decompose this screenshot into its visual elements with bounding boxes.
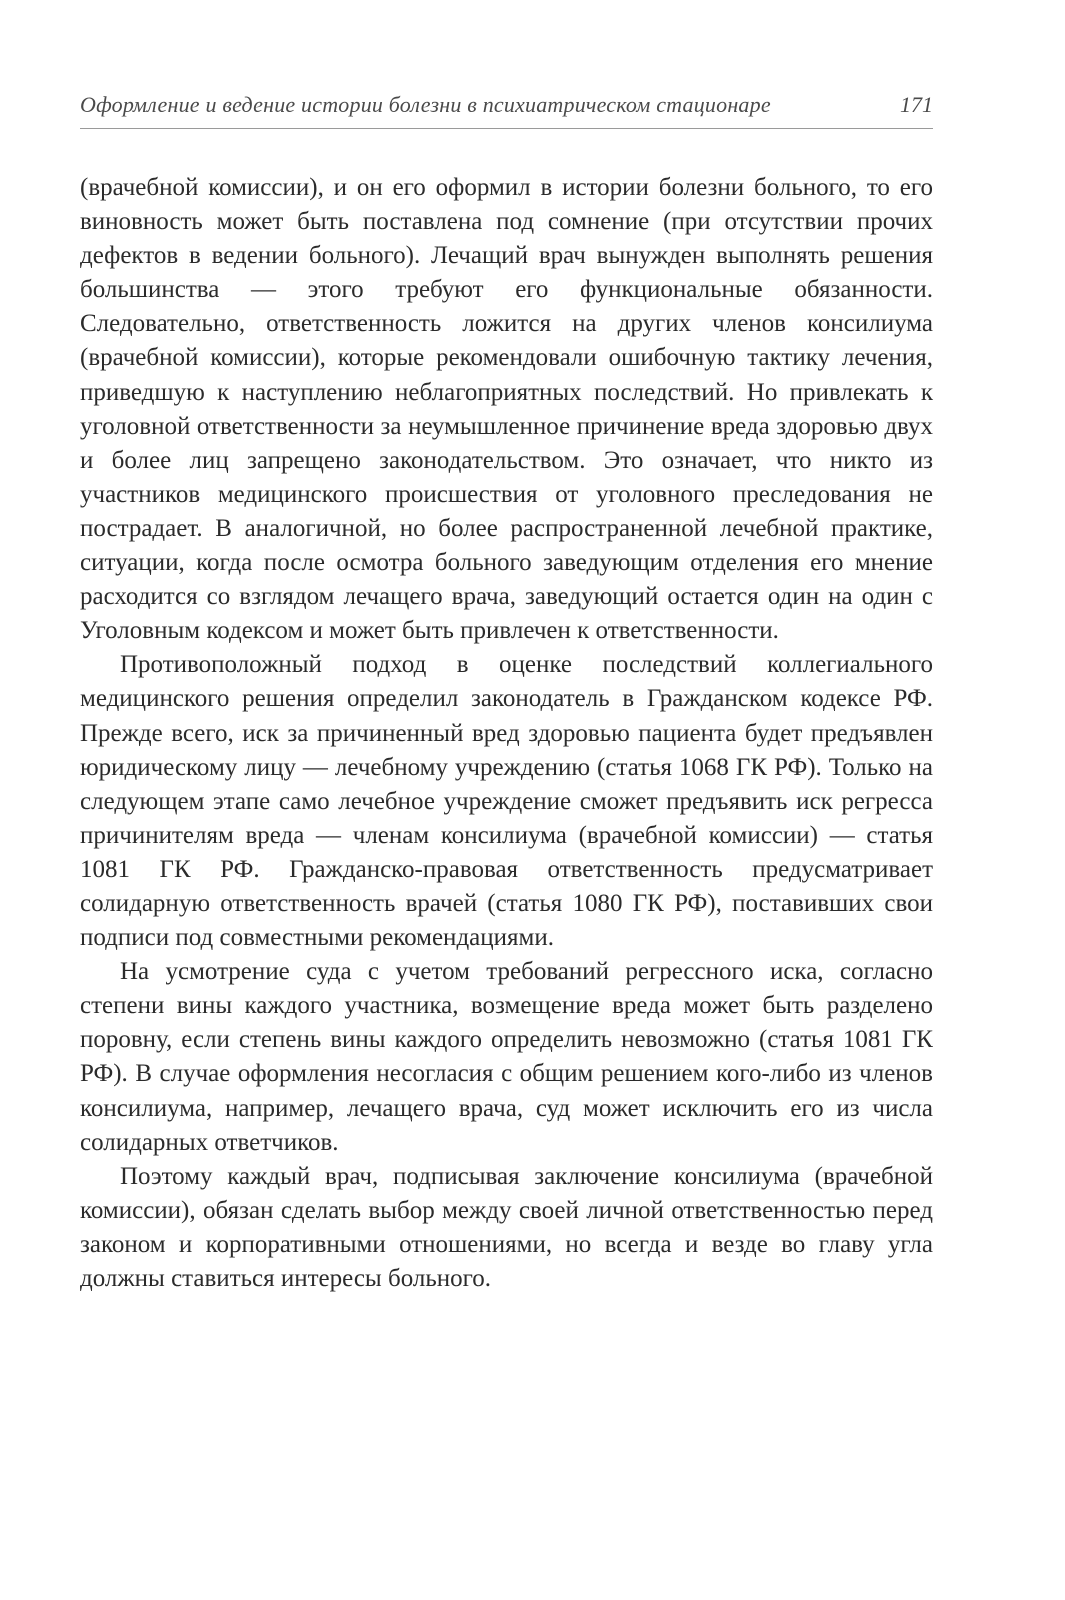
chapter-title: Оформление и ведение истории болезни в психиатрическом стационаре (80, 92, 771, 117)
paragraph-continued: (врачебной комиссии), и он его оформил в истории болезни больного, то его виновность может быть поставлена под сомнение (при отсутствии прочих дефектов в ведении больного). Лечащий врач вынужден выполнять решения большинства — этого требуют его функциональные обязанности. Следовательно, ответственность ложится на других членов консилиума (врачебной комиссии), которые рекомендовали ошибочную тактику лечения, приведшую к наступлению неблагоприятных последствий. Но привлекать к уголовной ответственности за неумышленное причинение вреда здоровью двух и более лиц запрещено законодательством. Это означает, что никто из участников медицинского происшествия от уголовного преследования не пострадает. В аналогичной, но более распространенной лечебной практике, ситуации, когда после осмотра больного заведующим отделения его мнение расходится со взглядом лечащего врача, заведующий остается один на один с Уголовным кодексом и может быть привлечен к ответственности. (80, 174, 933, 645)
paragraph-conclusion: Поэтому каждый врач, подписывая заключение консилиума (врачебной комиссии), обязан сделать выбор между своей личной ответственностью перед законом и корпоративными отношениями, но всегда и везде во главу угла должны ставиться интересы больного. (80, 1162, 933, 1292)
running-header (80, 92, 933, 129)
paragraph-civil-code: Противоположный подход в оценке последствий коллегиального медицинского решения определил законодатель в Гражданском кодексе РФ. Прежде всего, иск за причиненный вред здоровью пациента будет предъявлен юридическому лицу — лечебному учреждению (статья 1068 ГК РФ). Только на следующем этапе само лечебное учреждение сможет предъявить иск регресса причинителям вреда — членам консилиума (врачебной комиссии) — статья 1081 ГК РФ. Гражданско-правовая ответственность предусматривает солидарную ответственность врачей (статья 1080 ГК РФ), поставивших свои подписи под совместными рекомендациями. (80, 651, 933, 952)
page-number: 171 (900, 92, 933, 117)
body-text (80, 171, 933, 1296)
paragraph-court-discretion: На усмотрение суда с учетом требований регрессного иска, согласно степени вины каждого участника, возмещение вреда может быть разделено поровну, если степень вины каждого определить невозможно (статья 1081 ГК РФ). В случае оформления несогласия с общим решением кого-либо из членов консилиума, например, лечащего врача, суд может исключить его из числа солидарных ответчиков. (80, 958, 933, 1156)
